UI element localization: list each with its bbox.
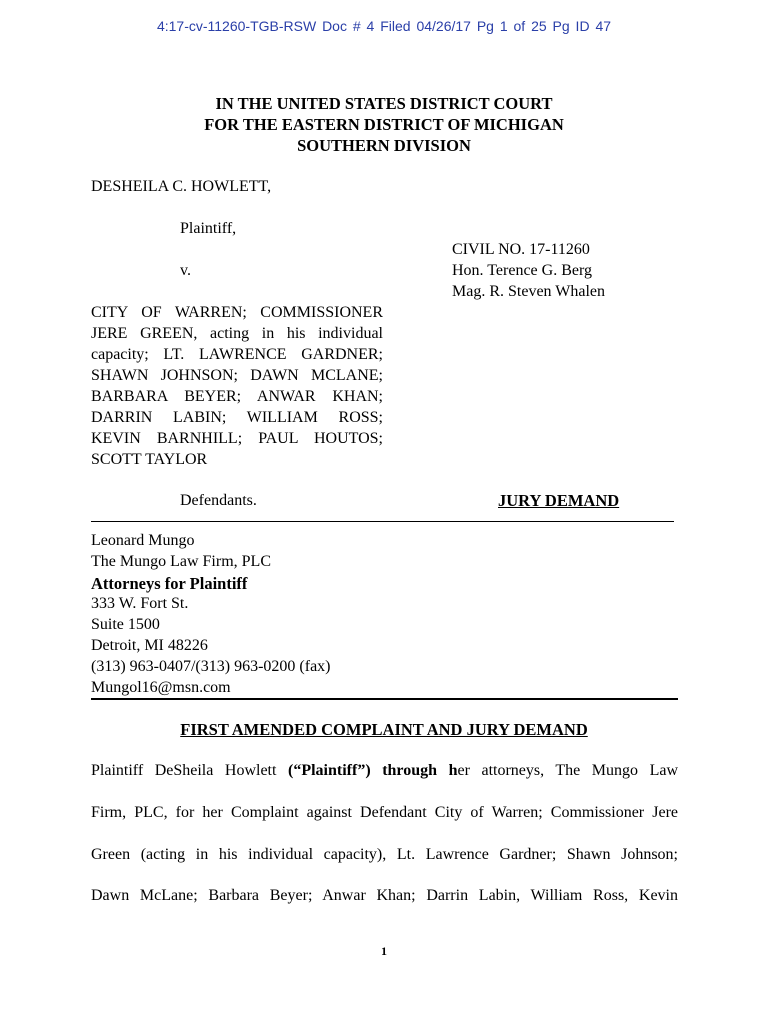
- defendants-line: SCOTT TAYLOR: [91, 451, 208, 468]
- complaint-body-line1: [91, 762, 678, 780]
- defendants-line: KEVIN BARNHILL; PAUL HOUTOS;: [91, 430, 383, 447]
- complaint-body-line2: Firm, PLC, for her Complaint against Defendant City of Warren; Commissioner Jere: [91, 804, 678, 821]
- magistrate-name: Mag. R. Steven Whalen: [452, 283, 606, 300]
- court-division: SOUTHERN DIVISION: [297, 136, 471, 155]
- filing-stamp: 4:17-cv-11260-TGB-RSW Doc # 4 Filed 04/26/17 Pg 1 of 25 Pg ID 47: [156, 18, 612, 34]
- attorney-name: Leonard Mungo: [91, 532, 195, 549]
- attorney-role: Attorneys for Plaintiff: [91, 574, 248, 593]
- address-city: Detroit, MI 48226: [91, 637, 208, 654]
- address-suite: Suite 1500: [91, 616, 160, 633]
- plaintiff-name: DESHEILA C. HOWLETT,: [91, 178, 272, 195]
- attorney-phone: (313) 963-0407/(313) 963-0200 (fax): [91, 658, 331, 675]
- caption-divider: [91, 521, 674, 522]
- complaint-body-line3: Green (acting in his individual capacity), Lt. Lawrence Gardner; Shawn Johnson;: [91, 846, 678, 863]
- attorney-email: Mungol16@msn.com: [91, 679, 231, 696]
- defendants-line: DARRIN LABIN; WILLIAM ROSS;: [91, 409, 383, 426]
- judge-name: Hon. Terence G. Berg: [452, 262, 593, 279]
- defendants-line: capacity; LT. LAWRENCE GARDNER;: [91, 346, 383, 363]
- body-text-rest: er attorneys, The Mungo Law: [457, 762, 678, 779]
- address-street: 333 W. Fort St.: [91, 595, 189, 612]
- attorney-divider: [91, 698, 678, 700]
- plaintiff-defined-term: (“Plaintiff”) through h: [288, 762, 458, 779]
- defendants-line: BARBARA BEYER; ANWAR KHAN;: [91, 388, 383, 405]
- case-number: CIVIL NO. 17-11260: [452, 241, 590, 258]
- complaint-body-line4: Dawn McLane; Barbara Beyer; Anwar Khan; Darrin Labin, William Ross, Kevin: [91, 887, 678, 904]
- defendants-line: JERE GREEN, acting in his individual: [91, 325, 383, 342]
- court-name-line2: FOR THE EASTERN DISTRICT OF MICHIGAN: [204, 115, 564, 134]
- defendants-label: Defendants.: [180, 492, 257, 509]
- jury-demand-heading: JURY DEMAND: [498, 491, 620, 510]
- body-text-start: Plaintiff DeSheila Howlett: [91, 762, 288, 779]
- court-name-line1: IN THE UNITED STATES DISTRICT COURT: [215, 94, 553, 113]
- complaint-title: FIRST AMENDED COMPLAINT AND JURY DEMAND: [180, 720, 588, 739]
- page-number: 1: [381, 944, 387, 958]
- defendants-line: CITY OF WARREN; COMMISSIONER: [91, 304, 383, 321]
- law-firm: The Mungo Law Firm, PLC: [91, 553, 271, 570]
- plaintiff-label: Plaintiff,: [180, 220, 237, 237]
- versus: v.: [180, 262, 191, 279]
- defendants-line: SHAWN JOHNSON; DAWN MCLANE;: [91, 367, 383, 384]
